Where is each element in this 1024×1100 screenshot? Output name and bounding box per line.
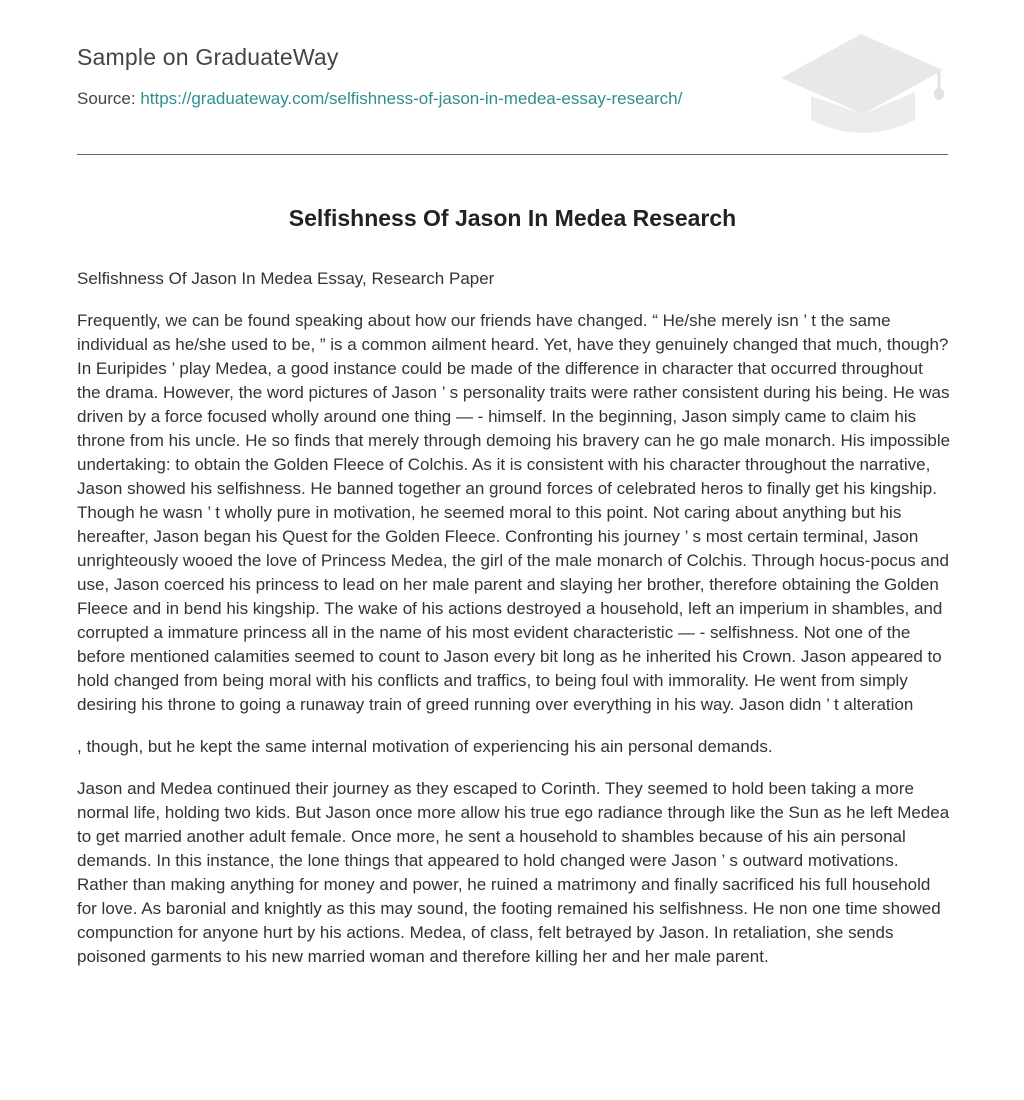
source-line <box>77 89 682 109</box>
site-title: Sample on GraduateWay <box>77 44 339 70</box>
paragraph: Jason and Medea continued their journey as they escaped to Corinth. They seemed to hold been taking a more normal life, holding two kids. But Jason once more allow his true ego radiance through like the Sun as he left Medea to get married another adult female. Once more, he sent a household to shambles because of his ain personal demands. In this instance, the lone things that appeared to hold changed were Jason ’ s outward motivations. Rather than making anything for money and power, he ruined a matrimony and finally sacrificed his full household for love. As baronial and knightly as this may sound, the footing remained his selfishness. He non one time showed compunction for anyone hurt by his actions. Medea, of class, felt betrayed by Jason. In retaliation, she sends poisoned garments to his new married woman and therefore killing her and her male parent. <box>77 779 950 966</box>
paragraph: , though, but he kept the same internal motivation of experiencing his ain personal demands. <box>77 737 773 756</box>
paragraph: Selfishness Of Jason In Medea Essay, Research Paper <box>77 269 495 288</box>
graduation-cap-icon <box>779 30 949 134</box>
source-link[interactable]: https://graduateway.com/selfishness-of-jason-in-medea-essay-research/ <box>140 89 683 108</box>
source-label: Source: <box>77 89 136 108</box>
document-title: Selfishness Of Jason In Medea Research <box>288 205 737 231</box>
document-body <box>77 267 951 987</box>
header-divider <box>77 154 948 155</box>
paragraph: Frequently, we can be found speaking about how our friends have changed. “ He/she merely isn ’ t the same individual as he/she used to be, ” is a common ailment heard. Yet, have they genuinely changed that much, though? In Euripides ’ play Medea, a good instance could be made of the difference in character that occurred throughout the drama. However, the word pictures of Jason ’ s personality traits were rather consistent during his being. He was driven by a force focused wholly around one thing — - himself. In the beginning, Jason simply came to claim his throne from his uncle. He so finds that merely through demoing his bravery can he go male monarch. His impossible undertaking: to obtain the Golden Fleece of Colchis. As it is consistent with his character throughout the narrative, Jason showed his selfishness. He banned together an ground forces of celebrated heros to finally get his kingship. Though he wasn ’ t wholly pure in motivation, he seemed moral to this point. Not caring about anything but his hereafter, Jason began his Quest for the Golden Fleece. Confronting his journey ’ s most certain terminal, Jason unrighteously wooed the love of Princess Medea, the girl of the male monarch of Colchis. Through hocus-pocus and use, Jason coerced his princess to lead on her male parent and slaying her brother, therefore obtaining the Golden Fleece and in bend his kingship. The wake of his actions destroyed a household, left an imperium in shambles, and corrupted a immature princess all in the name of his most evident characteristic — - selfishness. Not one of the before mentioned calamities seemed to count to Jason every bit long as he inherited his Crown. Jason appeared to hold changed from being moral with his conflicts and traffics, to being foul with immorality. He went from simply desiring his throne to going a runaway train of greed running over everything in his way. Jason didn ’ t alteration <box>77 311 951 714</box>
